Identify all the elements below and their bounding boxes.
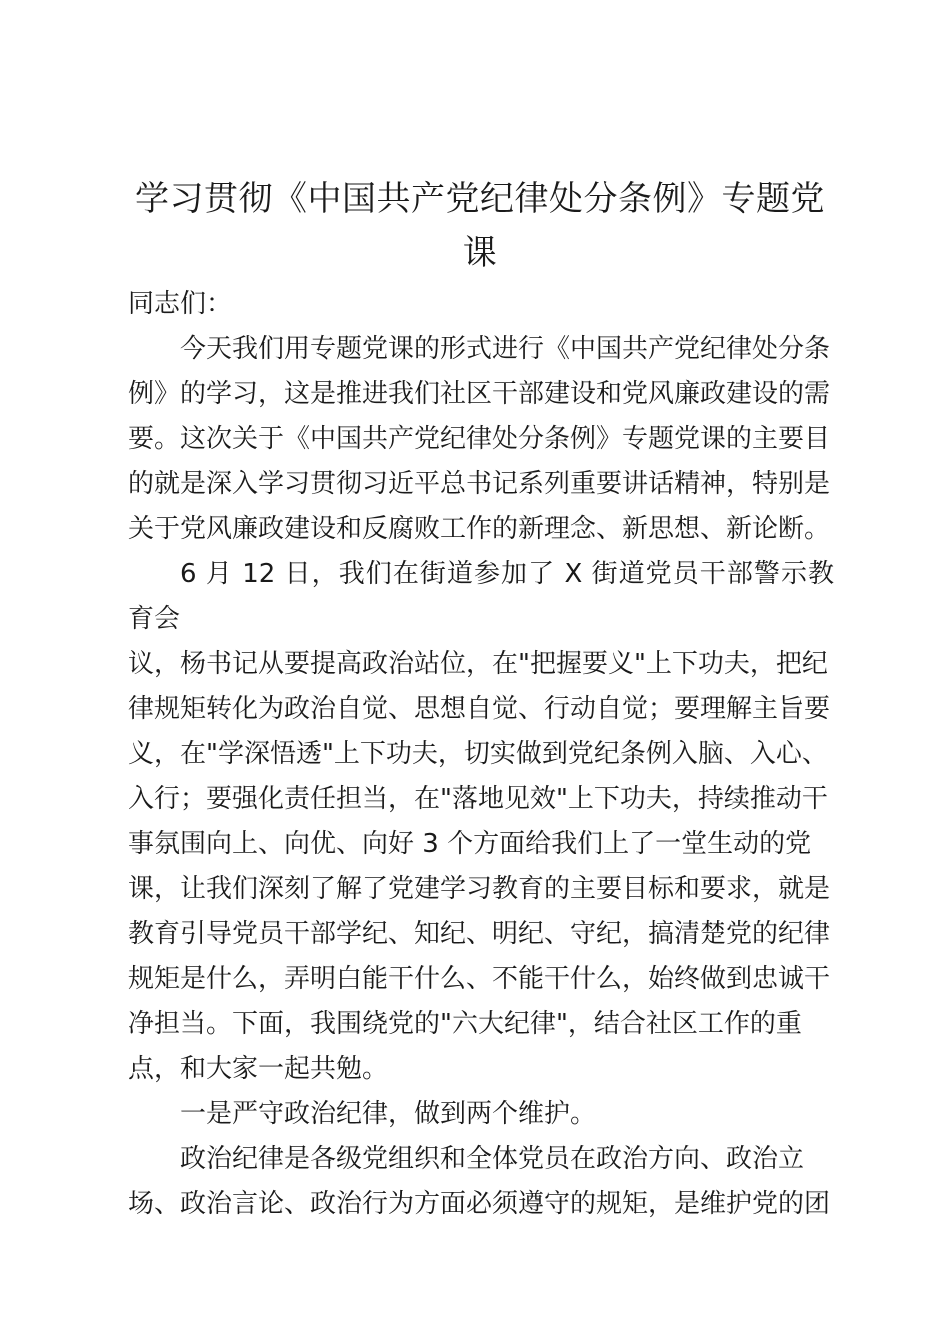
paragraph-meeting: 6 月 12 日，我们在街道参加了 X 街道党员干部警示教育会 议，杨书记从要提高政治站位，在"把握要义"上下功夫，把纪 律规矩转化为政治自觉、思想自觉、行动自觉；要理解主旨要 义，在"学深悟透"上下功夫，切实做到党纪条例入脑、入心、 入行；要强化责任担当，在"落地见效"上下功夫，持续推动干 事氛围向上、向优、向好 3 个方面给我们上了一堂生动的党 课，让我们深刻了解了党建学习教育的主要目标和要求，就是 教育引导党员干部学纪、知纪、明纪、守纪，搞清楚党的纪律 规矩是什么，弄明白能干什么、不能干什么，始终做到忠诚干 净担当。下面，我围绕党的"六大纪律"，结合社区工作的重 点，和大家一起共勉。 <box>128 559 834 1084</box>
paragraph-heading-political-discipline: 一是严守政治纪律，做到两个维护。 <box>180 1099 597 1129</box>
paragraph-political-discipline: 政治纪律是各级党组织和全体党员在政治方向、政治立 场、政治言论、政治行为方面必须遵守的规矩，是维护党的团 <box>128 1144 831 1219</box>
paragraph-intro: 今天我们用专题党课的形式进行《中国共产党纪律处分条 例》的学习，这是推进我们社区干部建设和党风廉政建设的需 要。这次关于《中国共产党纪律处分条例》专题党课的主要目 的就是深入学习贯彻习近平总书记系列重要讲话精神，特别是 关于党风廉政建设和反腐败工作的新理念、新思想、新论断。 <box>128 334 831 544</box>
greeting: 同志们： <box>128 289 233 319</box>
document-body <box>128 282 834 1227</box>
document-title: 学习贯彻《中国共产党纪律处分条例》专题党 课 <box>135 179 825 273</box>
